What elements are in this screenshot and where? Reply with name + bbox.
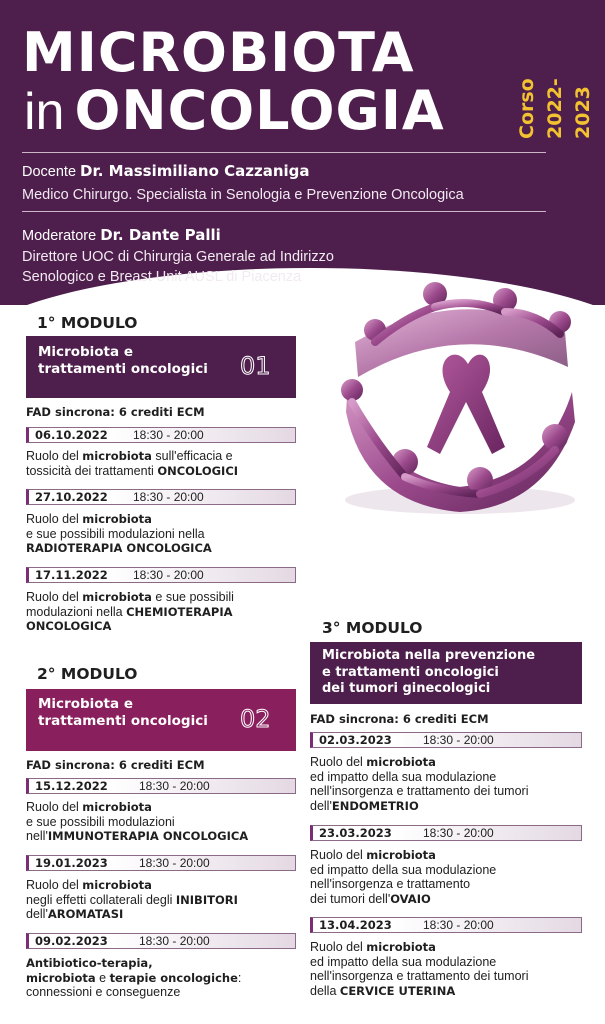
module-3-session-2-description: Ruolo del microbiota ed impatto della sua modulazione nell'insorgenza e trattamento dei tumori dell'OVAIO (310, 848, 497, 906)
module-2-number: 02 (240, 705, 271, 733)
module-3-fad: FAD sincrona: 6 crediti ECM (310, 712, 489, 726)
module-1-session-2-description: Ruolo del microbiota e sue possibili modulazioni nella RADIOTERAPIA ONCOLOGICA (26, 512, 212, 555)
module-2-session-2-date-row (26, 855, 296, 871)
module-3-heading: 3° MODULO (322, 619, 423, 637)
module-1-session-2-date-row (26, 489, 296, 505)
module-3-box-line1: Microbiota nella prevenzione (322, 648, 536, 663)
module-3-session-3-date-row (310, 917, 582, 933)
session-time: 18:30 - 20:00 (423, 826, 494, 840)
corso-badge (512, 30, 594, 139)
session-date: 02.03.2023 (319, 733, 392, 747)
module-1-box-line2: trattamenti oncologici (38, 361, 208, 377)
docente-line (22, 162, 310, 180)
module-3-box-line3: dei tumori ginecologici (322, 681, 491, 696)
module-1-session-1-description: Ruolo del microbiota sull'efficacia e tossicità dei trattamenti ONCOLOGICI (26, 449, 239, 478)
session-date: 15.12.2022 (35, 779, 108, 793)
module-2-fad: FAD sincrona: 6 crediti ECM (26, 758, 205, 772)
session-time: 18:30 - 20:00 (139, 779, 210, 793)
session-time: 18:30 - 20:00 (133, 428, 204, 442)
title-oncologia: ONCOLOGIA (74, 79, 445, 142)
module-3-session-1-date-row (310, 732, 582, 748)
module-2-box-line1: Microbiota e (38, 696, 133, 712)
module-1-heading: 1° MODULO (37, 314, 138, 332)
session-time: 18:30 - 20:00 (133, 568, 204, 582)
title-in: in (24, 83, 65, 141)
moderatore-name: Dr. Dante Palli (100, 226, 221, 244)
moderatore-role-1: Direttore UOC di Chirurgia Generale ad Indirizzo (22, 249, 334, 265)
module-1-session-3-description: Ruolo del microbiota e sue possibili modulazioni nella CHEMIOTERAPIA ONCOLOGICA (26, 590, 234, 633)
module-3-session-1-description: Ruolo del microbiota ed impatto della sua modulazione nell'insorgenza e trattamento dei tumori dell'ENDOMETRIO (310, 755, 529, 813)
title-microbiota: MICROBIOTA (22, 21, 415, 84)
module-3-box-line2: e trattamenti oncologici (322, 664, 499, 680)
session-date: 23.03.2023 (319, 826, 392, 840)
corso-label: Corso (516, 78, 538, 139)
divider-top (22, 152, 546, 153)
moderatore-role-2: Senologico e Breast Unit AUSL di Piacenza (22, 269, 302, 285)
session-time: 18:30 - 20:00 (139, 856, 210, 870)
docente-role: Medico Chirurgo. Specialista in Senologia e Prevenzione Oncologica (22, 187, 464, 203)
module-2-session-1-description: Ruolo del microbiota e sue possibili modulazioni nell'IMMUNOTERAPIA ONCOLOGICA (26, 800, 249, 843)
divider-middle (22, 211, 546, 212)
module-3-box (310, 642, 582, 704)
module-2-heading: 2° MODULO (37, 665, 138, 683)
session-date: 06.10.2022 (35, 428, 108, 442)
session-date: 09.02.2023 (35, 934, 108, 948)
module-2-box (26, 689, 296, 751)
module-2-session-3-description: Antibiotico-terapia, microbiota e terapie oncologiche: connessioni e conseguenze (26, 956, 242, 999)
module-1-box-line1: Microbiota e (38, 344, 133, 360)
title-line2 (24, 79, 445, 142)
module-1-session-3-date-row (26, 567, 296, 583)
corso-years: 2022-2023 (544, 78, 594, 139)
session-date: 17.11.2022 (35, 568, 108, 582)
module-2-session-1-date-row (26, 778, 296, 794)
docente-label: Docente (22, 164, 77, 180)
session-time: 18:30 - 20:00 (423, 918, 494, 932)
module-3-session-3-description: Ruolo del microbiota ed impatto della sua modulazione nell'insorgenza e trattamento dei tumori della CERVICE UTERINA (310, 940, 529, 998)
docente-name: Dr. Massimiliano Cazzaniga (80, 162, 310, 180)
moderatore-label: Moderatore (22, 228, 97, 244)
module-1-session-1-date-row (26, 427, 296, 443)
session-date: 19.01.2023 (35, 856, 108, 870)
session-time: 18:30 - 20:00 (423, 733, 494, 747)
paper-chain-ring-illustration (330, 272, 590, 522)
session-time: 18:30 - 20:00 (133, 490, 204, 504)
module-2-box-line2: trattamenti oncologici (38, 713, 208, 729)
module-2-session-3-date-row (26, 933, 296, 949)
module-3-session-2-date-row (310, 825, 582, 841)
session-time: 18:30 - 20:00 (139, 934, 210, 948)
module-1-box (26, 336, 296, 398)
moderatore-line (22, 226, 221, 244)
session-date: 27.10.2022 (35, 490, 108, 504)
session-date: 13.04.2023 (319, 918, 392, 932)
module-1-fad: FAD sincrona: 6 crediti ECM (26, 405, 205, 419)
module-2-session-2-description: Ruolo del microbiota negli effetti collaterali degli INIBITORI dell'AROMATASI (26, 878, 238, 921)
pink-ribbon-icon (427, 355, 505, 454)
module-1-number: 01 (240, 352, 271, 380)
